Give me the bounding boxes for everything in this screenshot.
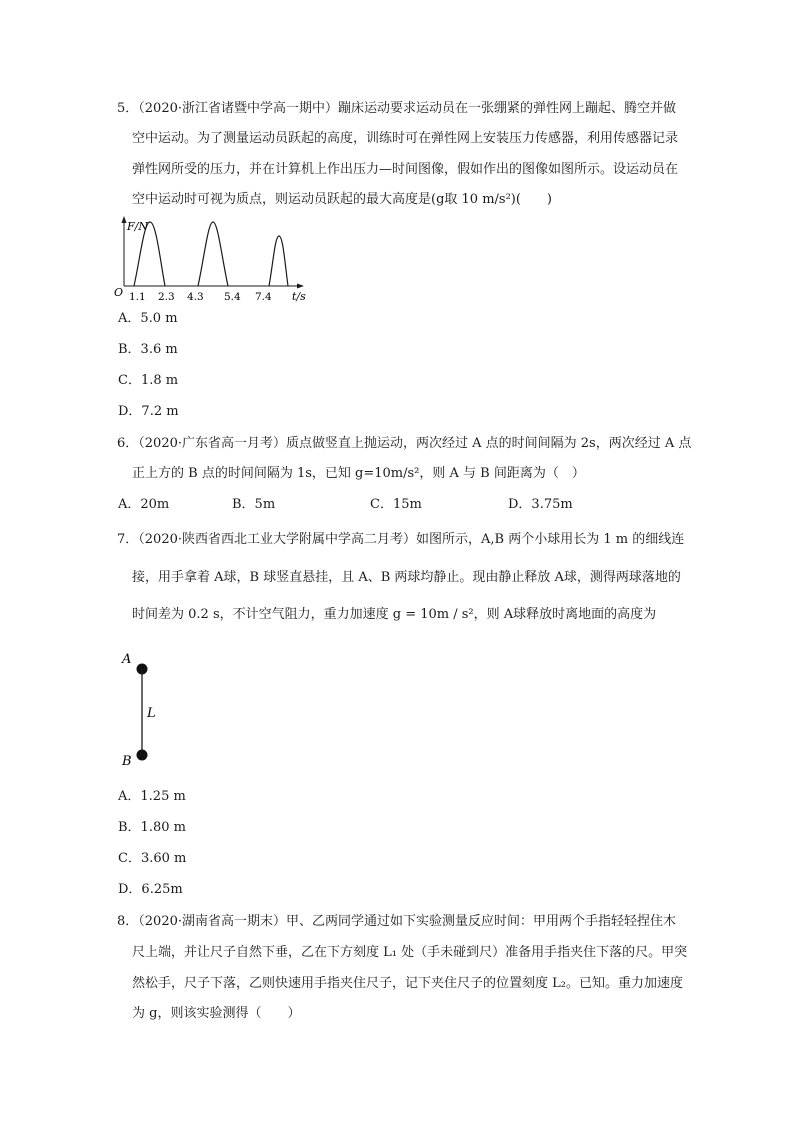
q6-line-2: 正上方的 B 点的时间间隔为 1s，已知 g=10m/s²，则 A 与 B 间距离为（ ） bbox=[132, 466, 585, 481]
q5-line-4: 空中运动时可视为质点，则运动员跃起的最大高度是(g取 10 m/s²)( ) bbox=[132, 192, 553, 207]
two-ball-figure bbox=[118, 645, 178, 775]
q5-option-a: A．5.0 m bbox=[118, 311, 178, 326]
q7-line-1: 7．（2020·陕西省西北工业大学附属中学高二月考）如图所示，A,B 两个小球用长为 1 m 的细线连 bbox=[117, 532, 685, 547]
q5-option-c: C．1.8 m bbox=[118, 373, 179, 388]
q7-option-c: C．3.60 m bbox=[118, 851, 187, 866]
tick-label: 1.1 bbox=[129, 291, 146, 303]
x-axis-arrow bbox=[297, 284, 304, 289]
tick-label: 5.4 bbox=[224, 291, 241, 303]
q6-option-b: B．5m bbox=[232, 497, 276, 512]
q5-option-b: B．3.6 m bbox=[118, 342, 178, 357]
q7-option-a: A．1.25 m bbox=[118, 789, 186, 804]
pulse-3 bbox=[269, 236, 288, 286]
q5-option-d: D．7.2 m bbox=[118, 404, 179, 419]
q7-option-d: D．6.25m bbox=[118, 882, 183, 897]
q5-line-1: 5．（2020·浙江省诸暨中学高一期中）蹦床运动要求运动员在一张绷紧的弹性网上蹦起、腾空并做 bbox=[117, 101, 676, 116]
y-axis-arrow bbox=[122, 216, 127, 223]
q6-line-1: 6．（2020·广东省高一月考）质点做竖直上抛运动，两次经过 A 点的时间间隔为 2s，两次经过 A 点 bbox=[117, 436, 692, 451]
q7-line-2: 接，用手拿着 A球，B 球竖直悬挂，且 A、B 两球均静止。现由静止释放 A球，测得两球落地的 bbox=[132, 570, 681, 585]
tick-label: 7.4 bbox=[255, 291, 272, 303]
ball-b-label: B bbox=[122, 754, 132, 769]
q8-line-4: 为 g，则该实验测得（ ） bbox=[132, 1006, 301, 1021]
y-axis-label: F/N bbox=[127, 220, 148, 233]
origin-label: O bbox=[114, 286, 124, 299]
force-time-graph bbox=[112, 214, 312, 304]
q6-option-a: A．20m bbox=[118, 497, 170, 512]
x-axis-label: t/s bbox=[292, 290, 306, 303]
q8-line-3: 然松手，尺子下落，乙则快速用手指夹住尺子，记下夹住尺子的位置刻度 L₂。已知。重力加速度 bbox=[132, 976, 683, 991]
ball-a-label: A bbox=[122, 652, 132, 667]
tick-label: 2.3 bbox=[158, 291, 175, 303]
q7-option-b: B．1.80 m bbox=[118, 820, 186, 835]
pulse-2 bbox=[198, 222, 228, 286]
q5-line-3: 弹性网所受的压力，并在计算机上作出压力—时间图像，假如作出的图像如图所示。设运动员在 bbox=[132, 162, 679, 177]
q5-line-2: 空中运动。为了测量运动员跃起的高度，训练时可在弹性网上安装压力传感器，利用传感器记录 bbox=[132, 131, 679, 146]
length-label: L bbox=[147, 706, 156, 721]
q8-line-2: 尺上端，并让尺子自然下垂，乙在下方刻度 L₁ 处（手未碰到尺）准备用手指夹住下落的尺。甲突 bbox=[132, 945, 688, 960]
q8-line-1: 8．（2020·湖南省高一期末）甲、乙两同学通过如下实验测量反应时间：甲用两个手指轻轻捏住木 bbox=[117, 914, 676, 929]
tick-label: 4.3 bbox=[187, 291, 204, 303]
ball-b bbox=[137, 750, 148, 761]
q6-option-c: C．15m bbox=[370, 497, 422, 512]
q7-line-3: 时间差为 0.2 s，不计空气阻力，重力加速度 g = 10m / s²，则 A球释放时离地面的高度为 bbox=[132, 607, 657, 622]
q6-option-d: D．3.75m bbox=[508, 497, 573, 512]
